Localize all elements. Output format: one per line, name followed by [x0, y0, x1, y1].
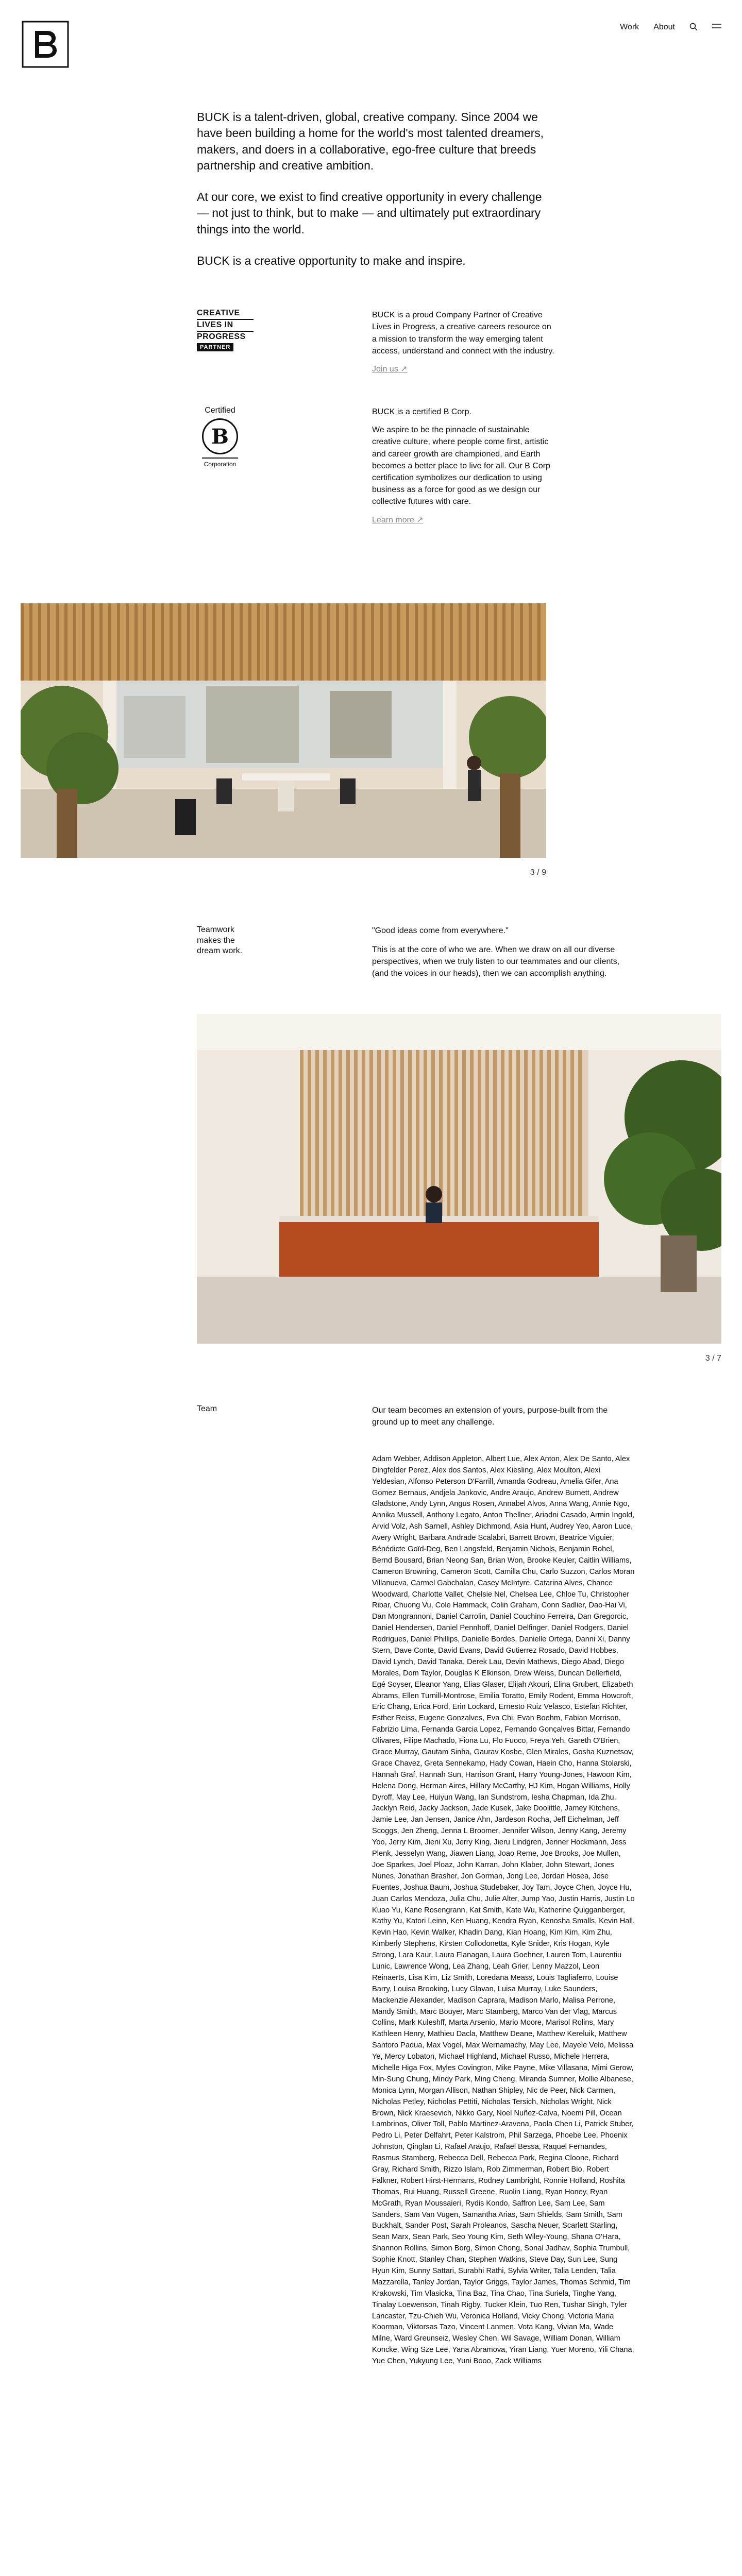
team-label: Team: [197, 1404, 217, 1413]
partner-bcorp: [197, 406, 558, 526]
learn-more-link[interactable]: Learn more ↗: [372, 515, 424, 524]
photo1-counter: 3 / 9: [530, 868, 546, 877]
office-photo-2[interactable]: [197, 1014, 721, 1344]
teamwork-text: This is at the core of who we are. When we draw on all our diverse perspectives, when we truly listen to our teammates and our clients, (and the voices in our heads), then we can accomplish anything.: [372, 945, 620, 978]
office-photo-1[interactable]: [21, 603, 546, 858]
intro-paragraph-3: BUCK is a creative opportunity to make and inspire.: [197, 253, 466, 267]
bcorp-badge: [197, 406, 254, 526]
photo2-counter: 3 / 7: [705, 1353, 721, 1363]
creative-lives-badge: [197, 309, 254, 375]
bcorp-badge-top: Certified: [205, 406, 235, 415]
nav-about[interactable]: About: [653, 23, 675, 31]
bcorp-logo-icon: B: [202, 418, 238, 454]
bcorp-text: We aspire to be the pinnacle of sustainable creative culture, where people come first, artistic and career growth are championed, and Earth becomes a better place to live for all. Our B Corp certification symbolizes our dedication to using business as a force for good as we design our collective futures with care.: [372, 426, 550, 506]
team-intro: Our team becomes an extension of yours, purpose-built from the ground up to meet any challenge.: [372, 1405, 608, 1427]
nav-work[interactable]: Work: [620, 23, 639, 31]
bcorp-badge-bottom: Corporation: [204, 461, 237, 468]
intro-section: [197, 62, 547, 269]
creative-lives-text: BUCK is a proud Company Partner of Creative Lives in Progress, a creative careers resource on a mission to transform the way emerging talent access, understand and connect with the industry.: [372, 311, 554, 355]
search-icon[interactable]: [689, 23, 698, 33]
partner-creative-lives: [197, 309, 558, 375]
cl-badge-line: CREATIVE: [197, 309, 240, 318]
join-us-link[interactable]: Join us ↗: [372, 364, 408, 374]
teamwork-section: [197, 925, 742, 987]
teamwork-label: Teamwork makes the dream work.: [197, 925, 243, 956]
bcorp-title: BUCK is a certified B Corp.: [372, 408, 471, 417]
cl-badge-line: PROGRESS: [197, 332, 246, 341]
cl-badge-tag: PARTNER: [197, 343, 233, 351]
intro-paragraph-2: At our core, we exist to find creative opportunity in every challenge — not just to think, but to make — and ultimately put extraordinary things into the world.: [197, 190, 542, 236]
team-section: [197, 1404, 742, 2368]
intro-paragraph-1: BUCK is a talent-driven, global, creative company. Since 2004 we have been building a home for the world's most talented dreamers, makers, and doers in a collaborative, ego-free culture that breeds partnership and creative ambition.: [197, 110, 544, 172]
cl-badge-line: LIVES IN: [197, 320, 233, 329]
team-names-list: Adam Webber, Addison Appleton, Albert Lue, Alex Anton, Alex De Santo, Alex Dingfelder Perez, Alex dos Santos, Alex Kiesling, Alex Moulton, Alexi Yeldesian, Alfonso Peterson D'Farrill, Amanda Godreau, Amelia Gifer, Ana Gomez Bernaus, Andjela Jankovic, Andre Araujo, Andrew Burnett, Andrew Gladstone, Andy Lynn, Angus Rosen, Annabel Alvos, Anna Wang, Annie Ngo, Annika Mussell, Anthony Legato, Anton Thellner, Ariadni Casado, Armin Ingold, Arvid Volz, Ash Sarnell, Ashley Dichmond, Asia Hunt, Audrey Yeo, Aaron Luce, Avery Wright, Barbara Andrade Scalabri, Barrett Brown, Beatrice Viguier, Bénédicte Goïd-Deg, Ben Langsfeld, Benjamin Nichols, Benjamin Rohel, Bernd Bousard, Brian Neong San, Brian Won, Brooke Keuler, Caitlin Williams, Cameron Browning, Cameron Scott, Camilla Chu, Carlo Suzzon, Carlos Moran Villanueva, Carmel Gabchalan, Casey McIntyre, Catarina Alves, Chance Woodward, Charlotte Vallet, Chelsie Nel, Chelsea Lee, Chloe Tu, Christopher Ribar, Chuong Vu, Cole Hammack, Colin Graham, Conn Sadlier, Dao-Hai Vi, Dan Mongrannoni, Daniel Carrolin, Daniel Couchino Ferreira, Dan Gregorcic, Daniel Hendersen, Daniel Pennhoff, Daniel Delfinger, Daniel Rodgers, Daniel Rodrigues, Daniel Phillips, Danielle Bordes, Danielle Ortega, Danni Xi, Danny Stern, Dave Conte, David Evans, David Gutierrez Rosado, David Hobbes, David Lynch, David Tanaka, Derek Lau, Devin Mathews, Diego Abad, Diego Morales, Dom Taylor, Douglas K Elkinson, Drew Weiss, Duncan Dellerfield, Egé Soyser, Eleanor Yang, Elias Glaser, Elijah Akouri, Elina Grubert, Elizabeth Abrams, Ellen Turnill-Montrose, Emilia Toratto, Emily Rodent, Emma Howcroft, Eric Chang, Erica Ford, Erin Lockard, Ernesto Ruiz Velasco, Estefan Richter, Esther Reiss, Eugene Gonzalves, Eva Chi, Evan Boehm, Fabian Morrison, Fabrizio Lima, Fernanda Garcia Lopez, Fernando Gonçalves Bittar, Fernando Olivares, Filipe Machado, Fiona Lu, Flo Fuoco, Freya Yeh, Gareth O'Brien, Grace Murray, Gautam Sinha, Gaurav Kosbe, Glen Mirales, Gosha Kuznetsov, Grace Chavez, Greta Sennekamp, Hady Cowan, Haein Cho, Hanna Stolarski, Hannah Graf, Hannah Sun, Harrison Grant, Harry Young-Jones, Hawoon Kim, Helena Dong, Herman Aires, Hillary McCarthy, HJ Kim, Hogan Williams, Holly Dyroff, May Lee, Huiyun Wang, Ian Sundstrom, Iesha Chapman, Ida Zhu, Jacklyn Reid, Jacky Jackson, Jade Kusek, Jake Doolittle, Jamey Kitchens, Jamie Lee, Jan Jensen, Janice Ahn, Jardeson Rocha, Jeff Eichelman, Jeff Scoggs, Jen Zheng, Jenna L Broomer, Jennifer Wilson, Jenny Kang, Jeremy Yoo, Jerry Kim, Jieni Xu, Jerry King, Jieru Lindgren, Jenner Hockmann, Jess Plenk, Jesselyn Wang, Jiawen Liang, Joao Reme, Joe Brooks, Joe Mullen, Joe Sparkes, Joel Ploaz, John Karran, John Klaber, John Stewart, Jones Nunes, Jonathan Brasher, Jon Gorman, Jong Lee, Jordan Hosea, Jose Fuentes, Joshua Baum, Joshua Studebaker, Joy Tam, Joyce Chen, Joyce Hu, Juan Carlos Mendoza, Julia Chu, Julie Alter, Jump Yao, Justin Harris, Justin Lo Kuao Yu, Kane Rosengrann, Kat Smith, Kate Wu, Katherine Quigganberger, Kathy Yu, Katori Leinn, Ken Huang, Kendra Ryan, Kenosha Smalls, Kevin Hall, Kevin Hao, Kevin Walker, Khadin Dang, Kian Hoang, Kim Kim, Kim Zhu, Kimberly Stephens, Kirsten Collodonetta, Kyle Snider, Kris Hogan, Kyle Strong, Lara Kaur, Laura Flanagan, Laura Goehner, Lauren Tom, Laurentiu Lunic, Lawrence Wong, Lea Zhang, Leah Grier, Lenny Mazzol, Leon Reinaerts, Lisa Kim, Liz Smith, Loredana Meass, Louis Tagliaferro, Louise Barry, Louisa Brooking, Lucy Glavan, Luisa Murray, Luke Saunders, Mackenzie Alexander, Madison Caprara, Madison Marlo, Malisa Perrone, Mandy Smith, Marc Bouyer, Marc Stamberg, Marco Van der Vlag, Marcus Collins, Mark Kuleshff, Marta Arsenio, Mario Moore, Marisol Rolins, Mary Kathleen Henry, Mathieu Dacla, Matthew Deane, Matthew Kereluik, Matthew Santoro Padua, Max Vogel, Max Wernamachy, May Lee, Mayele Velo, Melissa Ye, Mercy Lobaton, Michael Highland, Michael Russo, Michele Herrera, Michelle Higa Fox, Myles Covington, Mike Payne, Mike Villasana, Mimi Gerow, Min-Sung Chung, Mindy Park, Ming Cheng, Miranda Sumner, Mollie Albanese, Monica Lynn, Morgan Allison, Nathan Shipley, Nic de Peer, Nick Carmen, Nicholas Petley, Nicholas Pettiti, Nicholas Tersich, Nicholas Wright, Nick Brown, Nick Kraesevich, Nikko Gary, Noel Nuñez-Calva, Noemi Pill, Ocean Lambrinos, Oliver Toll, Pablo Martinez-Aravena, Paola Chen Li, Patrick Stuber, Pedro Li, Peter Delfahrt, Peter Kalstrom, Phil Sarzega, Phoebe Lee, Phoenix Johnston, Qinglan Li, Rafael Araujo, Rafael Bessa, Raquel Fernandes, Rasmus Stamberg, Rebecca Dell, Rebecca Park, Regina Cloone, Richard Gray, Richard Smith, Rizzo Islam, Rob Zimmerman, Robert Bio, Robert Falkner, Robert Hirst-Hermans, Rodney Lambright, Ronnie Holland, Roshita Thomas, Rui Huang, Russell Greene, Ruolin Liang, Ryan Honey, Ryan McGrath, Ryan Moussaieri, Rydis Kondo, Saffron Lee, Sam Lee, Sam Sanders, Sam Van Vugen, Samantha Arias, Sam Shields, Sam Smith, Sam Buckhalt, Sander Post, Sarah Proleanos, Sascha Neuer, Scarlett Starling, Sean Marx, Sean Park, Seo Young Kim, Seth Wiley-Young, Shana O'Hara, Shannon Rollins, Simon Borg, Simon Chong, Sonal Jadhav, Sophia Trumbull, Sophie Knott, Stanley Chan, Stephen Watkins, Steve Day, Sun Lee, Sung Hyun Kim, Sunny Sattari, Surabhi Rathi, Sylvia Writer, Talia Lenden, Talia Mazzarella, Tanley Jordan, Taylor Griggs, Taylor James, Thomas Schmid, Tim Krakowski, Tim Vlasicka, Tina Baz, Tina Chao, Tina Suriela, Tinghe Yang, Tinalay Loewenson, Tinah Rigby, Tucker Klein, Tuo Ren, Tushar Singh, Tyler Lancaster, Tzu-Chieh Wu, Veronica Holland, Vicky Chong, Victoria Maria Koorman, Viktorsas Tazo, Vincent Lanmen, Vota Kang, Vivian Ma, Wade Milne, Ward Greunseiz, Wesley Chen, Wil Savage, William Donan, William Koncke, Wing Sze Lee, Yana Abramova, Yiran Liang, Yuer Moreno, Yili Chana, Yue Chen, Yukyung Lee, Yuni Booo, Zack Williams: [372, 1454, 635, 2366]
teamwork-quote: "Good ideas come from everywhere.": [372, 926, 509, 935]
site-header: [0, 0, 742, 62]
buck-logo[interactable]: [21, 20, 70, 69]
main-nav: [620, 23, 721, 33]
menu-icon[interactable]: [712, 23, 721, 33]
